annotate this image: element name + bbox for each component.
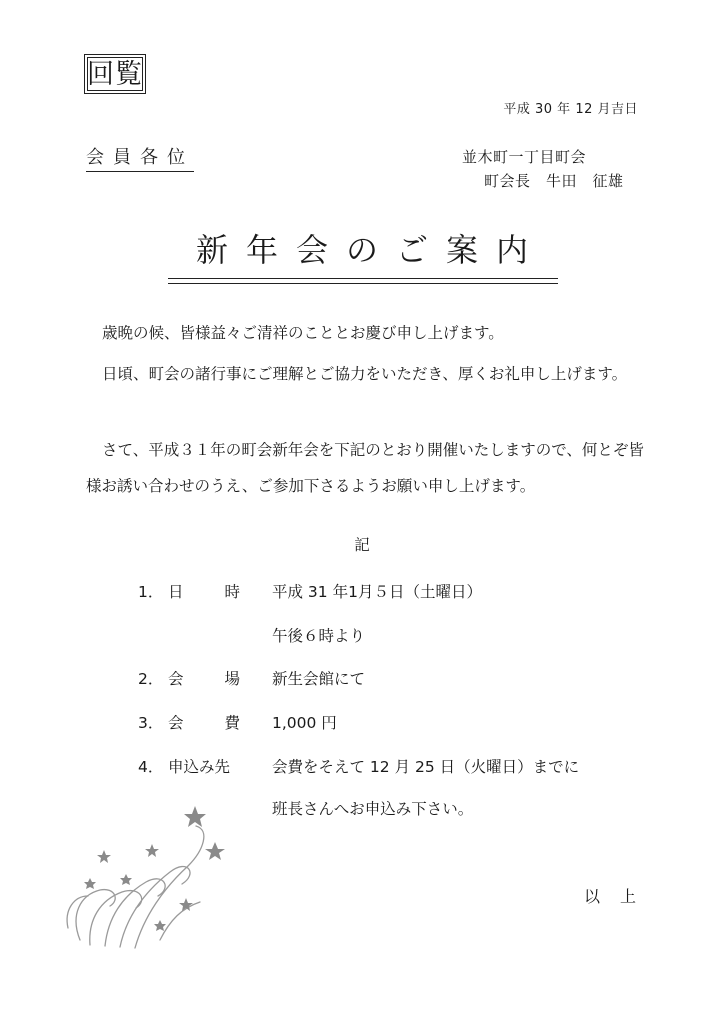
detail-value: 新生会館にて: [272, 670, 366, 688]
ki-heading: 記: [354, 536, 370, 554]
paragraph-thanks: [86, 356, 646, 392]
document-date: 平成 30 年 12 月吉日: [503, 102, 638, 117]
paragraph-greeting: [86, 315, 646, 351]
star-icon: [97, 850, 111, 863]
swirl-stroke: [135, 826, 204, 948]
detail-number: 2．: [138, 670, 164, 688]
detail-row-application: [0, 755, 724, 779]
sender-name: 町会長 牛田 征雄: [484, 172, 624, 190]
detail-label-char: 費: [224, 714, 240, 732]
circulation-stamp: 回覧: [84, 54, 146, 94]
recipient: 会員各位: [86, 143, 194, 172]
detail-label-char: 会: [168, 714, 184, 732]
star-icon: [184, 806, 206, 827]
star-icon: [84, 878, 96, 889]
star-icon: [145, 844, 159, 857]
detail-value: 1,000 円: [272, 714, 337, 732]
detail-number: 3．: [138, 714, 164, 732]
detail-value: 平成 31 年1月５日（土曜日）: [272, 583, 482, 601]
detail-label: [168, 667, 240, 689]
document-title: 新年会のご案内: [195, 231, 546, 269]
star-icon: [120, 874, 132, 885]
detail-number: 1．: [138, 583, 164, 601]
detail-value: 会費をそえて 12 月 25 日（火曜日）までに: [272, 758, 580, 776]
detail-value: 班長さんへお申込み下さい。: [272, 800, 474, 818]
paragraph-greeting-text: 歳晩の候、皆様益々ご清祥のこととお慶び申し上げます。: [102, 324, 504, 342]
detail-label-char: 時: [224, 583, 240, 601]
detail-value: 午後６時より: [272, 627, 366, 645]
detail-row-datetime-cont: [0, 624, 724, 648]
star-icon: [154, 920, 166, 931]
detail-number: 4．: [138, 758, 164, 776]
title-double-rule: [168, 278, 558, 284]
swirl-stroke: [105, 879, 165, 946]
detail-label: 申込み先: [168, 758, 231, 776]
detail-label: [168, 711, 240, 733]
detail-label-char: 日: [168, 583, 184, 601]
swirl-stroke: [160, 902, 200, 940]
detail-label-char: 会: [168, 670, 184, 688]
closing-mark: 以上: [584, 887, 657, 906]
paragraph-announcement: [86, 432, 646, 504]
detail-label-char: 場: [224, 670, 240, 688]
detail-row-fee: [0, 711, 724, 735]
sender-organization: 並木町一丁目町会: [462, 148, 587, 166]
detail-label: [168, 580, 240, 602]
paragraph-announcement-text: さて、平成３１年の町会新年会を下記のとおり開催いたしますので、何とぞ皆様お誘い合わせのうえ、ご参加下さるようお願い申し上げます。: [86, 441, 644, 495]
fireworks-stars-illustration: [60, 800, 240, 950]
detail-row-datetime: [0, 580, 724, 604]
star-icon: [205, 842, 225, 860]
detail-row-venue: [0, 667, 724, 691]
paragraph-thanks-text: 日頃、町会の諸行事にご理解とご協力をいただき、厚くお礼申し上げます。: [102, 365, 628, 383]
